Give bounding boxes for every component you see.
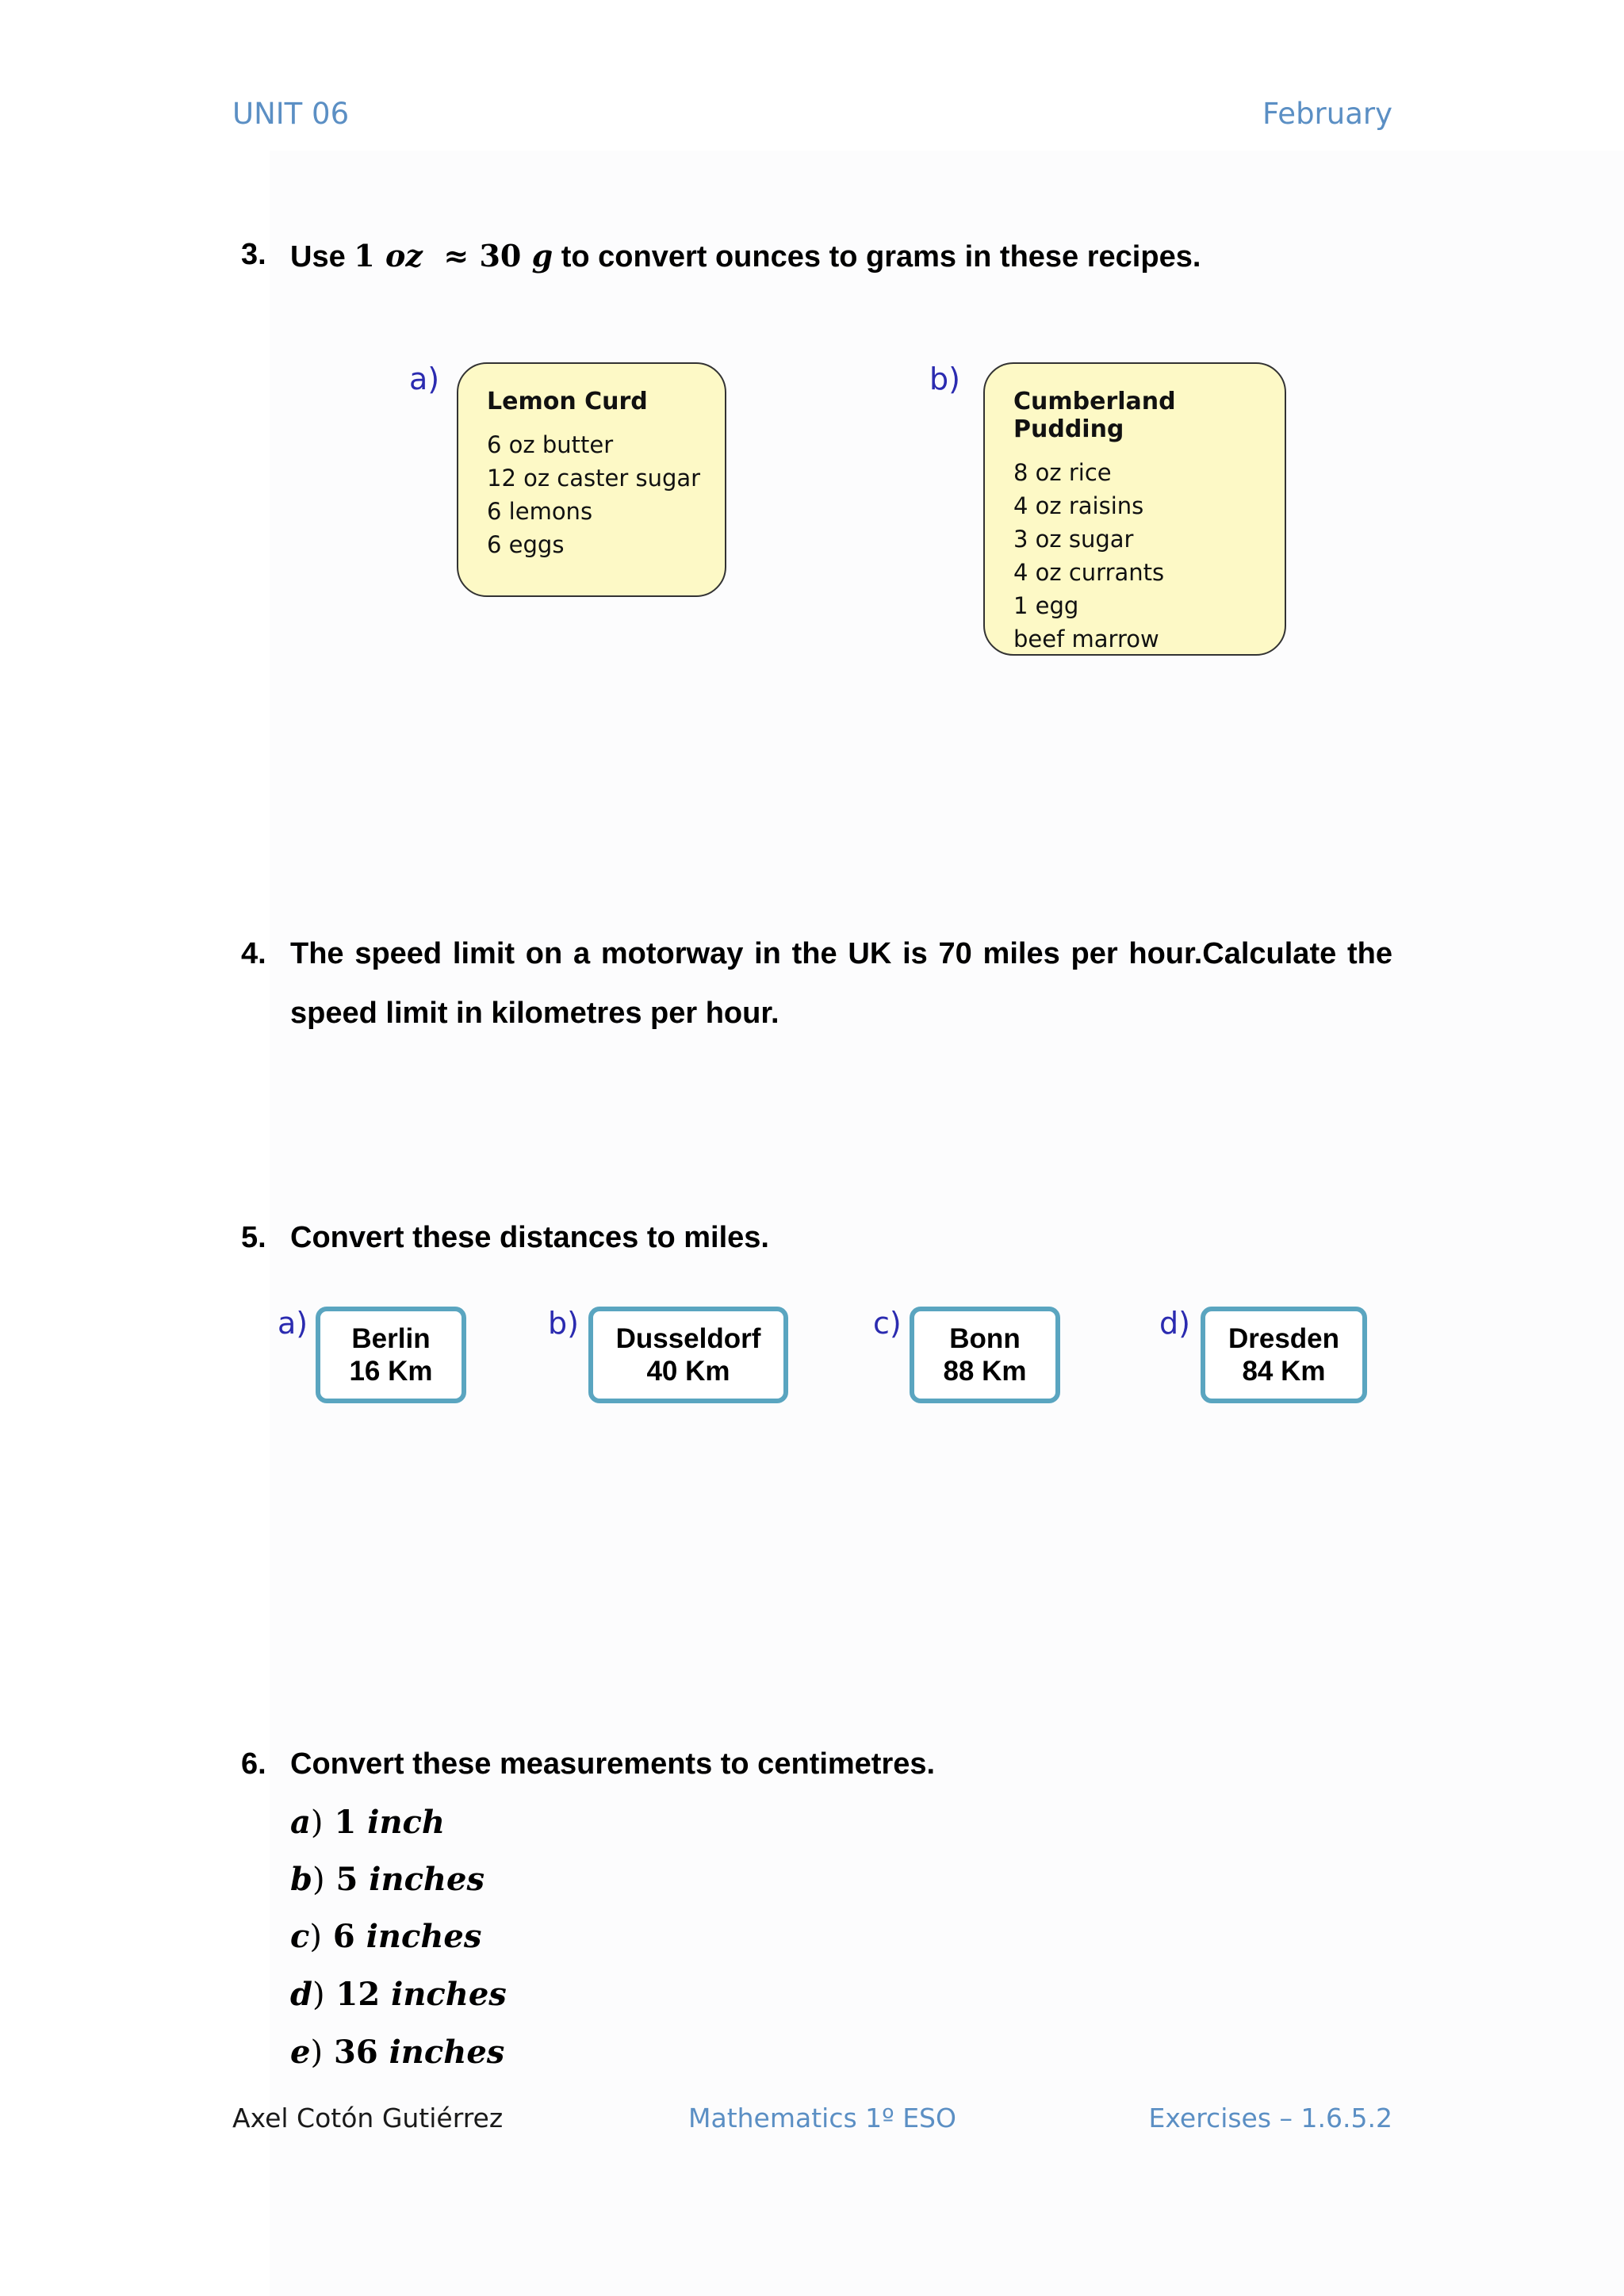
recipe-ingredient: 1 egg (1013, 592, 1079, 619)
item-value: 36 (334, 2034, 378, 2071)
item-value: 1 (334, 1804, 357, 1841)
recipe-ingredient: 8 oz rice (1013, 459, 1112, 486)
question-5 (241, 1221, 1392, 1261)
recipe-ingredient: 12 oz caster sugar (487, 465, 701, 492)
sign-letter-d: d) (1159, 1306, 1190, 1341)
formula-g: g (531, 238, 553, 274)
measurement-item-a: a) 1 inch (290, 1804, 445, 1841)
recipe-letter-a: a) (409, 362, 440, 396)
question-text (290, 238, 1392, 274)
city-distance: 16 Km (349, 1356, 433, 1387)
recipe-title: Cumberland Pudding (1013, 388, 1176, 443)
sign-letter-b: b) (548, 1306, 579, 1341)
question-6 (241, 1747, 1392, 1787)
question-number: 6. (241, 1747, 266, 1781)
formula-thirty: 30 (479, 238, 522, 274)
measurement-item-e: e) 36 inches (290, 2034, 505, 2071)
question-text-before: Use (290, 240, 346, 274)
recipe-ingredient: 3 oz sugar (1013, 526, 1134, 553)
item-value: 12 (335, 1976, 381, 2013)
item-letter: c (290, 1918, 310, 1955)
item-value: 5 (335, 1861, 358, 1898)
distance-sign-bonn (910, 1307, 1060, 1403)
question-text-line-1: The speed limit on a motorway in the UK is 70 miles per hour.Calculate the (290, 937, 1392, 970)
sign-letter-a: a) (278, 1306, 308, 1341)
item-unit: inch (367, 1804, 445, 1841)
recipe-ingredient: 6 oz butter (487, 431, 614, 458)
item-unit: inches (366, 1918, 482, 1955)
footer-subject: Mathematics 1º ESO (688, 2103, 956, 2133)
question-3 (241, 238, 1392, 277)
distance-sign-dresden (1201, 1307, 1367, 1403)
measurement-item-d: d) 12 inches (290, 1976, 507, 2013)
recipe-ingredient: 6 eggs (487, 531, 565, 558)
footer-exercises: Exercises – 1.6.5.2 (1148, 2103, 1392, 2133)
question-text: Convert these distances to miles. (290, 1221, 769, 1254)
measurement-item-b: b) 5 inches (290, 1861, 485, 1898)
recipe-title: Lemon Curd (487, 388, 648, 415)
header-month: February (1262, 97, 1392, 131)
city-name: Bonn (949, 1323, 1021, 1354)
item-unit: inches (369, 1861, 485, 1898)
recipe-ingredient: 4 oz raisins (1013, 492, 1144, 519)
item-value: 6 (332, 1918, 355, 1955)
item-letter: a (290, 1804, 311, 1841)
city-distance: 40 Km (646, 1356, 730, 1387)
city-name: Dusseldorf (615, 1323, 761, 1354)
item-letter: d (290, 1976, 312, 2013)
recipe-ingredient: beef marrow (1013, 626, 1159, 652)
item-unit: inches (389, 2034, 505, 2071)
distance-sign-berlin (316, 1307, 466, 1403)
city-distance: 84 Km (1242, 1356, 1326, 1387)
city-distance: 88 Km (943, 1356, 1027, 1387)
question-number: 3. (241, 238, 266, 271)
footer-author: Axel Cotón Gutiérrez (232, 2103, 504, 2133)
item-letter: b (290, 1861, 312, 1898)
question-4 (241, 937, 1392, 1040)
city-name: Dresden (1228, 1323, 1340, 1354)
recipe-card-lemon-curd (457, 362, 726, 597)
item-letter: e (290, 2034, 311, 2071)
conversion-formula (354, 238, 553, 274)
recipe-letter-b: b) (929, 362, 960, 396)
recipe-ingredient: 6 lemons (487, 498, 593, 525)
header-unit: UNIT 06 (232, 97, 350, 131)
city-name: Berlin (351, 1323, 431, 1354)
recipe-card-cumberland-pudding (983, 362, 1286, 656)
question-text-after: to convert ounces to grams in these recipes. (561, 240, 1201, 274)
formula-approx: ≈ (443, 238, 469, 274)
formula-oz: oz (385, 238, 423, 274)
question-text-line-2: speed limit in kilometres per hour. (290, 997, 779, 1030)
item-unit: inches (391, 1976, 507, 2013)
measurement-item-c: c) 6 inches (290, 1918, 482, 1955)
question-text: Convert these measurements to centimetres. (290, 1747, 936, 1781)
question-number: 5. (241, 1221, 266, 1254)
question-number: 4. (241, 937, 266, 970)
sign-letter-c: c) (873, 1306, 902, 1341)
distance-sign-dusseldorf (588, 1307, 788, 1403)
recipe-ingredient: 4 oz currants (1013, 559, 1165, 586)
formula-one: 1 (354, 238, 375, 274)
